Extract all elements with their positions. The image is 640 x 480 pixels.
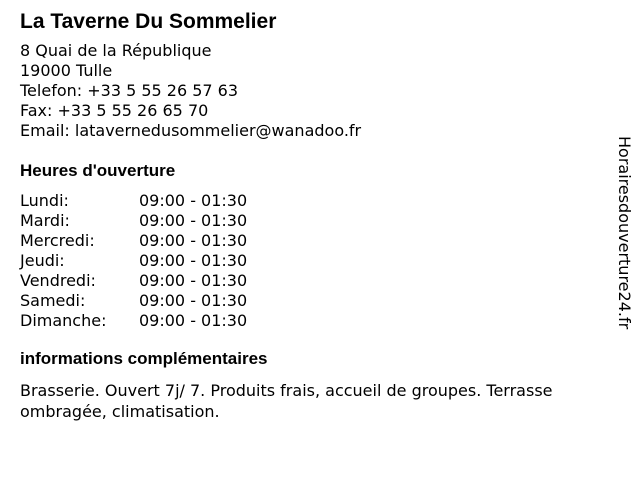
business-name: La Taverne Du Sommelier [20, 10, 277, 33]
time-range: 09:00 - 01:30 [139, 191, 248, 210]
hours-row-vendredi [20, 271, 247, 291]
day-label: Mercredi: [20, 231, 95, 250]
day-label: Jeudi: [20, 251, 65, 270]
hours-row-mercredi [20, 231, 247, 251]
day-label: Vendredi: [20, 271, 96, 290]
contact-block [20, 41, 610, 141]
time-range: 09:00 - 01:30 [139, 311, 248, 330]
hours-row-samedi [20, 291, 247, 311]
hours-row-jeudi [20, 251, 247, 271]
time-range: 09:00 - 01:30 [139, 211, 248, 230]
business-card [20, 9, 610, 422]
site-watermark: Horairesdouverture24.fr [615, 136, 634, 330]
address-street: 8 Quai de la République [20, 41, 212, 60]
info-description: Brasserie. Ouvert 7j/ 7. Produits frais, accueil de groupes. Terrasse ombragée, climatisation. [20, 381, 553, 421]
hours-heading: Heures d'ouverture [20, 161, 176, 180]
day-label: Samedi: [20, 291, 86, 310]
fax-number: Fax: +33 5 55 26 65 70 [20, 101, 209, 120]
info-heading: informations complémentaires [20, 349, 268, 368]
hours-row-lundi [20, 191, 247, 211]
day-label: Dimanche: [20, 311, 107, 330]
time-range: 09:00 - 01:30 [139, 291, 248, 310]
hours-table [20, 191, 247, 331]
time-range: 09:00 - 01:30 [139, 251, 248, 270]
email-address: Email: latavernedusommelier@wanadoo.fr [20, 121, 362, 140]
day-label: Mardi: [20, 211, 70, 230]
day-label: Lundi: [20, 191, 69, 210]
time-range: 09:00 - 01:30 [139, 271, 248, 290]
address-city: 19000 Tulle [20, 61, 113, 80]
hours-row-dimanche [20, 311, 247, 331]
time-range: 09:00 - 01:30 [139, 231, 248, 250]
hours-row-mardi [20, 211, 247, 231]
phone-number: Telefon: +33 5 55 26 57 63 [20, 81, 239, 100]
